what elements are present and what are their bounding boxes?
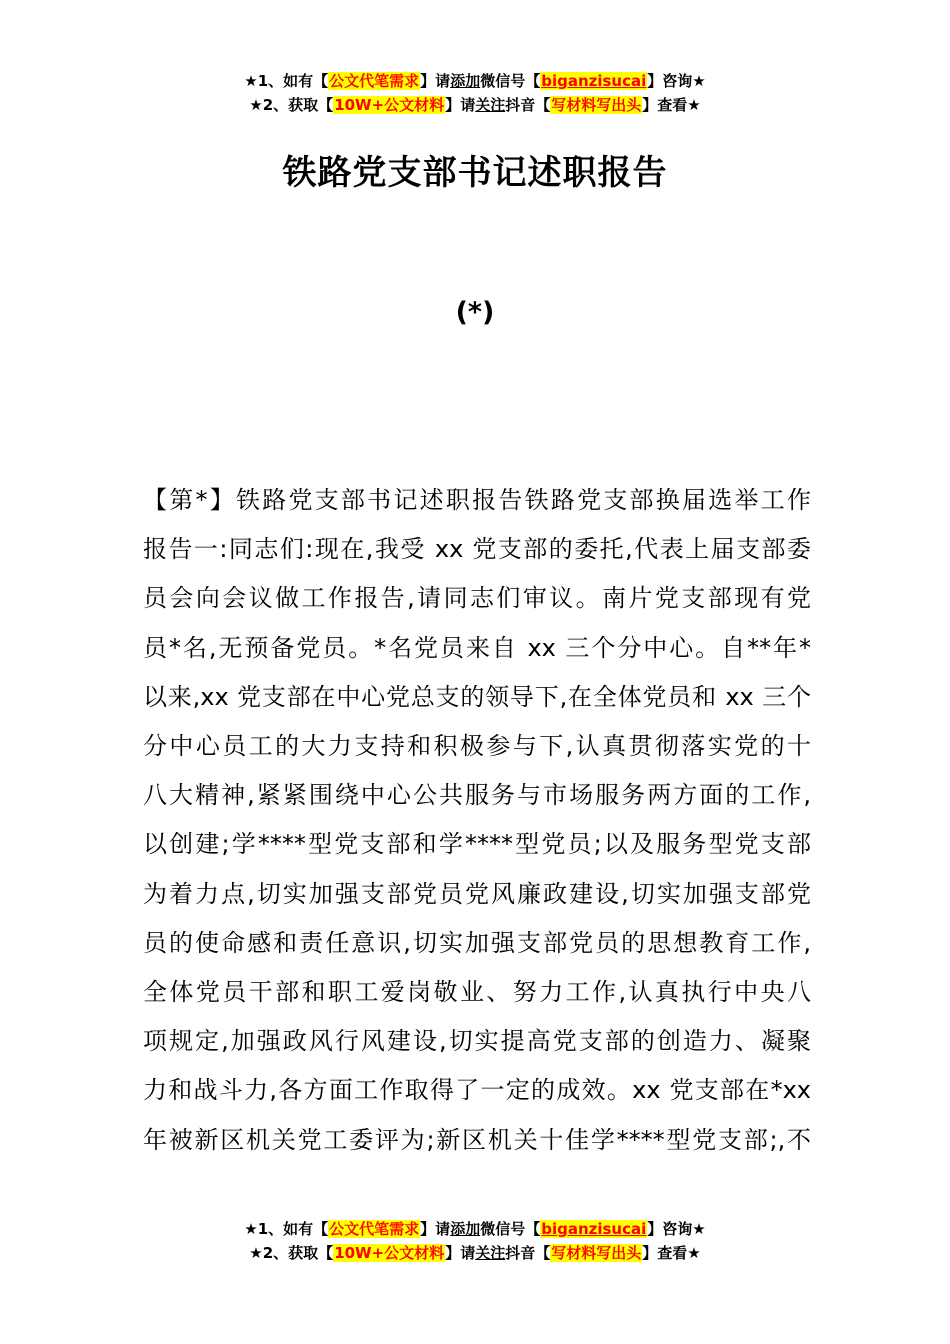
banner-text: 微信号【 [480,72,541,90]
banner-text: 】请 [420,72,451,90]
body-line: 全体党员干部和职工爱岗敬业、努力工作,认真执行中央八 [143,978,811,1007]
banner-emphasis: 关注 [475,96,506,114]
footer-banner-line-1 [0,1217,950,1241]
banner-text: 】咨询★ [647,1220,706,1238]
banner-emphasis: 添加 [450,72,481,90]
footer-banner-line-2 [0,1241,950,1265]
banner-text: 】查看★ [642,96,701,114]
header-banner-line-1 [0,69,950,93]
body-line: 员的使命感和责任意识,切实加强支部党员的思想教育工作, [143,928,811,957]
banner-text: ★1、如有【 [244,72,329,90]
banner-text: 】咨询★ [647,72,706,90]
document-title: 铁路党支部书记述职报告 [282,153,668,193]
body-line: 以创建;学****型党支部和学****型党员;以及服务型党支部 [143,830,811,859]
banner-text: 微信号【 [480,1220,541,1238]
banner-text: 抖音【 [505,1244,551,1262]
wechat-id-highlight[interactable]: biganzisucai [541,72,647,90]
footer-banner [0,1217,950,1265]
body-line: 【第*】铁路党支部书记述职报告铁路党支部换届选举工作 [143,486,811,514]
body-line: 员*名,无预备党员。*名党员来自 xx 三个分中心。自**年* [143,633,811,662]
body-line: 报告一:同志们:现在,我受 xx 党支部的委托,代表上届支部委 [143,535,811,564]
body-line: 力和战斗力,各方面工作取得了一定的成效。xx 党支部在*xx [143,1076,811,1105]
body-line: 年被新区机关党工委评为;新区机关十佳学****型党支部;,不 [143,1125,811,1154]
banner-text: ★2、获取【 [249,1244,334,1262]
materials-highlight: 10W+公文材料 [334,1244,445,1262]
banner-text: 】请 [445,1244,476,1262]
document-body [143,476,811,1165]
service-highlight: 公文代笔需求 [329,1220,420,1238]
body-line: 以来,xx 党支部在中心党总支的领导下,在全体党员和 xx 三个 [143,682,811,711]
body-line: 员会向会议做工作报告,请同志们审议。南片党支部现有党 [143,584,811,613]
header-banner [0,69,950,117]
body-line: 八大精神,紧紧围绕中心公共服务与市场服务两方面的工作, [143,781,811,810]
banner-text: 】请 [420,1220,451,1238]
body-line: 分中心员工的大力支持和积极参与下,认真贯彻落实党的十 [143,732,811,761]
douyin-account-highlight[interactable]: 写材料写出头 [551,1244,642,1262]
header-banner-line-2 [0,93,950,117]
service-highlight: 公文代笔需求 [329,72,420,90]
banner-text: 抖音【 [505,96,551,114]
banner-emphasis: 添加 [450,1220,481,1238]
banner-emphasis: 关注 [475,1244,506,1262]
banner-text: 】请 [445,96,476,114]
banner-text: 】查看★ [642,1244,701,1262]
banner-text: ★2、获取【 [249,96,334,114]
body-line: 项规定,加强政风行风建设,切实提高党支部的创造力、凝聚 [143,1027,811,1056]
douyin-account-highlight[interactable]: 写材料写出头 [551,96,642,114]
banner-text: ★1、如有【 [244,1220,329,1238]
materials-highlight: 10W+公文材料 [334,96,445,114]
document-subtitle: (*) [455,297,495,328]
body-line: 为着力点,切实加强支部党员党风廉政建设,切实加强支部党 [143,879,811,908]
wechat-id-highlight[interactable]: biganzisucai [541,1220,647,1238]
